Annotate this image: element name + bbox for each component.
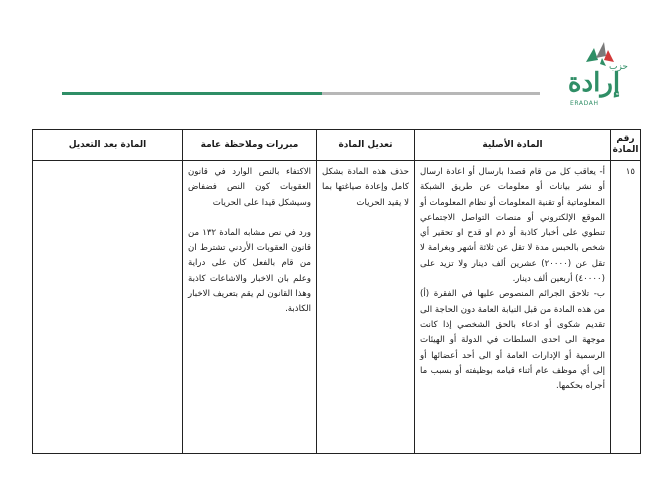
logo-latin: ERADAH (570, 100, 599, 107)
justification-cell (183, 161, 317, 454)
article-after-cell (33, 161, 183, 454)
logo-party-word: حزب (608, 62, 628, 72)
paragraph-gap (188, 211, 311, 226)
amendment-cell: حذف هذه المادة بشكل كامل وإعادة صياغتها بما لا يقيد الحريات (317, 161, 415, 454)
justification-paragraph-2: ورد في نص مشابه المادة ١٣٢ من قانون العقوبات الأردني تشترط ان من قام بالفعل كان على دراية وعلم بان الاخبار والاشاعات كاذبة وهذا القانون لم يقم بتعريف الاخبار الكاذبة. (188, 227, 311, 315)
party-logo (560, 40, 628, 110)
amendments-table (32, 129, 641, 454)
original-clause-b: ب- تلاحق الجرائم المنصوص عليها في الفقرة (أ) من هذه المادة من قبل النيابة العامة دون الحاجة الى تقديم شكوى أو ادعاء بالحق الشخصي إذا كانت موجهة الى احدى السلطات في الدولة أو الهيئات الرسمية أو الإدارات العامة أو الى أحد أعضائها أو إلى أي موظف عام أثناء قيامه بوظيفته أو بسبب ما أجراه بحكمها. (420, 289, 605, 392)
table-header-row (33, 130, 641, 161)
original-article-cell (415, 161, 611, 454)
article-number: ١٥ (611, 161, 641, 454)
original-clause-a: أ- يعاقب كل من قام قصدا بارسال أو اعادة ارسال أو نشر بيانات أو معلومات عن طريق الشبكة المعلوماتية أو تقنية المعلومات أو نظام المعلومات أو الموقع الإلكتروني أو منصات التواصل الاجتماعي تنطوي على أخبار كاذبة أو ذم او قدح او تحقير أي شخص بالحبس مدة لا تقل عن ثلاثة أشهر وبغرامة لا تقل عن (٢٠٠٠٠) عشرين ألف دينار ولا تزيد على (٤٠٠٠٠) أربعين ألف دينار. (420, 167, 605, 285)
header-amendment: تعديل المادة (317, 130, 415, 161)
header-divider (62, 92, 540, 95)
header-justification: مبررات وملاحظة عامة (183, 130, 317, 161)
header-article-number: رقم المادة (611, 130, 641, 161)
logo-name: إرادة (567, 68, 621, 98)
table-row (33, 161, 641, 454)
justification-paragraph-1: الاكتفاء بالنص الوارد في قانون العقوبات كون النص فضفاض وسيشكل قيدا على الحريات (188, 167, 311, 208)
header-article-after: المادة بعد التعديل (33, 130, 183, 161)
header-original-article: المادة الأصلية (415, 130, 611, 161)
